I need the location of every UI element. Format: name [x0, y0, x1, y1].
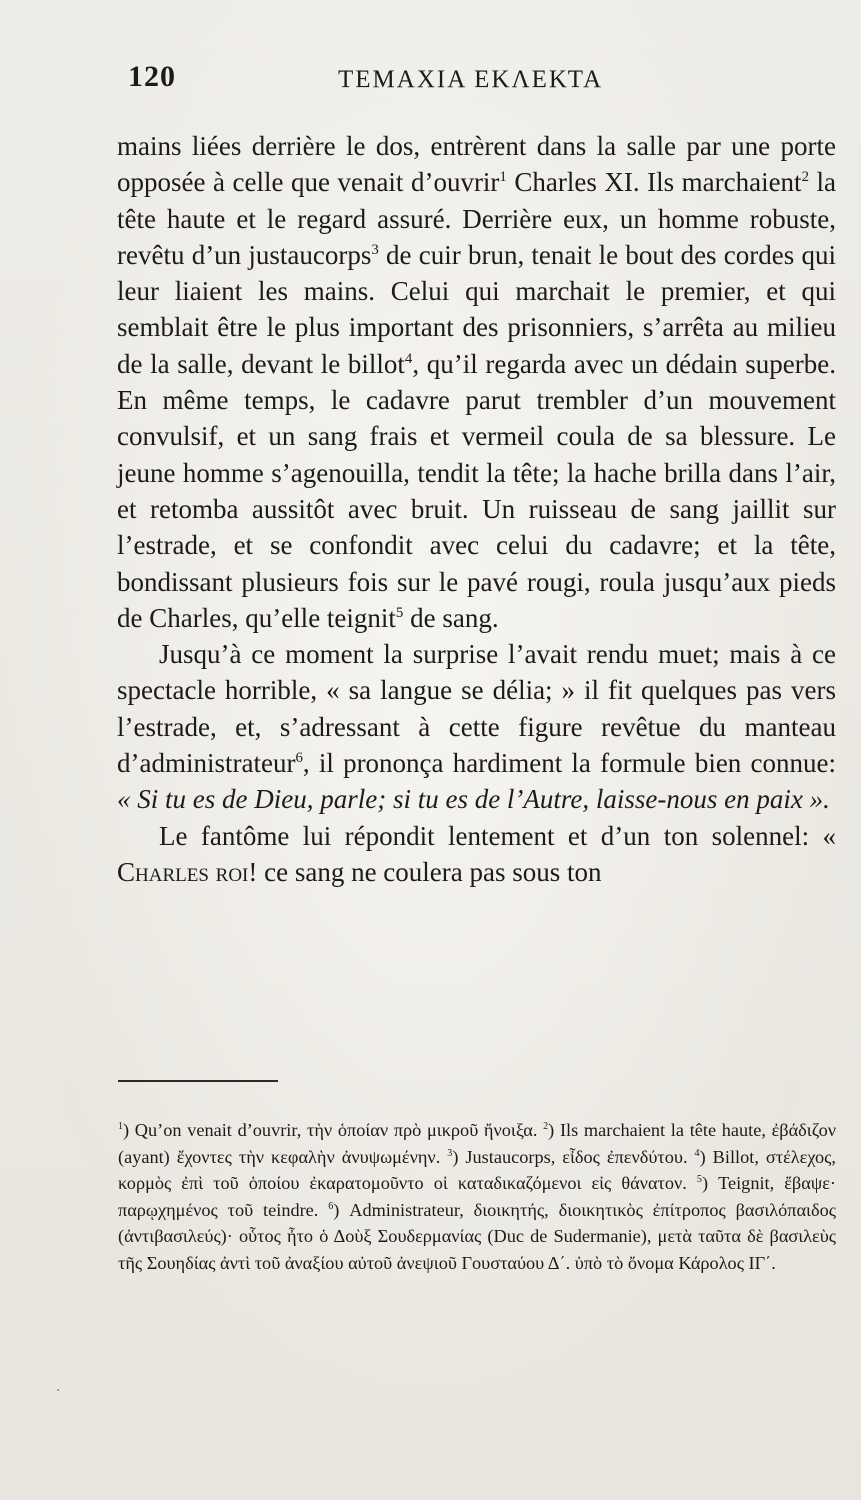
footnotes [118, 1117, 836, 1277]
footnote-ref-2: 2 [801, 169, 809, 186]
footnote-mark-6: 6 [328, 1200, 334, 1212]
text-segment: de cuir brun, tenait le bout des cordes qui leur liaient les mains. Celui qui marchait le premier, et qui semblait être le plus important des prisonniers, s’arrêta au milieu de la salle, devant le billot [117, 239, 836, 379]
text-segment: Jusqu’à ce moment la surprise l’avait rendu muet; mais à ce spectacle horrible, « sa langue se délia; » il fit quelques pas vers l’estrade, et, s’adressant à cette figure revêtue du manteau d’administrateur [117, 639, 836, 779]
footnote-mark-2: 2 [543, 1120, 549, 1132]
page-number: 120 [128, 60, 176, 93]
footnote-6: ) Administrateur, διοικητής, διοικητικὸς ἐπίτροπος βασιλόπαιδος (ἀντιβασιλεύς)· οὗτος ἦτο ὁ Δοὺξ Σουδερμανίας (Duc de Sudermanie), μετὰ ταῦτα δὲ βασιλεὺς τῆς Σουηδίας ἀντὶ τοῦ ἀναξίου αὐτοῦ ἀνεψιοῦ Γουσταύου Δ΄. ὑπὸ τὸ ὄνομα Κάρολος ΙΓ΄. [118, 1199, 836, 1273]
scan-speck: · [56, 1383, 62, 1399]
small-caps-name: Charles roi [117, 856, 249, 887]
page-header [118, 60, 838, 100]
running-title: ΤΕΜΑΧΙΑ ΕΚΛΕΚΤΑ [338, 66, 604, 93]
text-segment: la tête haute et le regard assuré. Derrière eux, un homme robuste, revêtu d’un justaucorps [117, 167, 836, 270]
paragraph-2 [117, 636, 836, 817]
footnote-mark-1: 1 [118, 1120, 124, 1132]
footnote-5: ) Teignit, ἔβαψε· παρῳχημένος τοῦ teindre. [118, 1173, 836, 1220]
footnote-1: ) Qu’on venait d’ouvrir, τὴν ὁποίαν πρὸ μικροῦ ἤνοιξα. [123, 1120, 538, 1140]
paragraph-1 [117, 128, 836, 636]
footnote-mark-3: 3 [447, 1147, 453, 1159]
footnote-ref-5: 5 [395, 604, 404, 621]
italic-formula: « Si tu es de Dieu, parle; si tu es de l’Autre, laisse-nous en paix ». [117, 784, 830, 815]
footnote-2: ) Ils marchaient la tête haute, ἐβάδιζον (ayant) ἔχοντες τὴν κεφαλὴν ἀνυψωμένην. [118, 1120, 836, 1167]
footnote-ref-1: 1 [499, 169, 507, 186]
text-segment: de sang. [403, 602, 499, 633]
paragraph-3 [117, 818, 836, 891]
footnote-ref-3: 3 [371, 241, 379, 258]
text-segment: ! ce sang ne coulera pas sous ton [248, 856, 602, 887]
footnote-mark-4: 4 [694, 1147, 700, 1159]
footnote-3: ) Justaucorps, εἶδος ἐπενδύτου. [452, 1146, 688, 1167]
footnote-ref-6: 6 [295, 750, 303, 767]
text-segment: Charles XI. Ils marchaient [506, 167, 802, 198]
main-text [117, 128, 836, 890]
footnote-ref-4: 4 [404, 350, 413, 367]
text-segment: Le fantôme lui répondit lentement et d’un ton solennel: « [159, 820, 836, 851]
footnote-4: ) Billot, στέλεχος, κορμὸς ἐπὶ τοῦ ὁποίου ἐκαρατομοῦντο οἱ καταδικαζόμενοι εἰς θάνατον. [118, 1146, 836, 1194]
text-segment: , il prononça hardiment la formule bien connue: [302, 748, 836, 779]
footnotes-block [118, 1117, 836, 1277]
footnote-mark-5: 5 [696, 1174, 702, 1186]
text-segment: , qu’il regarda avec un dédain superbe. En même temps, le cadavre parut trembler d’un mouvement convulsif, et un sang frais et vermeil coula de sa blessure. Le jeune homme s’agenouilla, tendit la tête; la hache brilla dans l’air, et retomba aussitôt avec bruit. Un ruisseau de sang jaillit sur l’estrade, et se confondit avec celui du cadavre; et la tête, bondissant plusieurs fois sur le pavé rougi, roula jusqu’aux pieds de Charles, qu’elle teignit [117, 348, 836, 633]
footnote-divider [118, 1080, 278, 1082]
text-segment: mains liées derrière le dos, entrèrent dans la salle par une porte opposée à celle que venait d’ouvrir [117, 131, 836, 198]
